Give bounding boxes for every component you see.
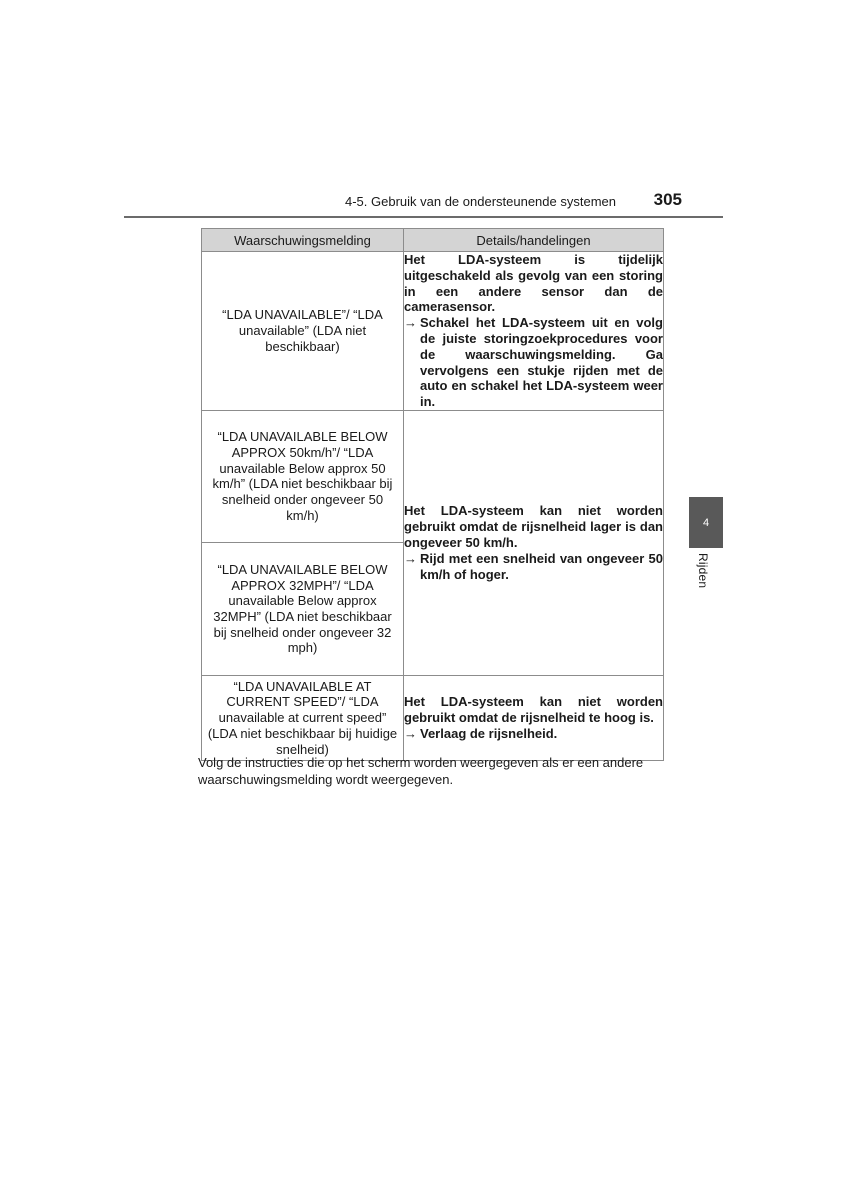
warning-details	[404, 410, 664, 675]
column-header-message: Waarschuwingsmelding	[202, 229, 404, 252]
details-text: Het LDA-systeem is tijdelijk uitgeschakeld als gevolg van een storing in een andere sensor dan de camerasensor.	[404, 252, 663, 315]
action-text: Rijd met een snelheid van ongeveer 50 km/h of hoger.	[420, 550, 663, 582]
column-header-details: Details/handelingen	[404, 229, 664, 252]
table-row	[202, 675, 664, 760]
warning-details	[404, 675, 664, 760]
header-divider	[124, 216, 723, 218]
section-title: 4-5. Gebruik van de ondersteunende systemen	[344, 194, 616, 209]
action-text: Verlaag de rijsnelheid.	[420, 725, 558, 741]
warning-message: “LDA UNAVAILABLE BELOW APPROX 50km/h”/ “LDA unavailable Below approx 50 km/h” (LDA niet beschikbaar bij snelheid onder ongeveer 50 km/h)	[202, 410, 404, 542]
chapter-tab	[689, 497, 723, 548]
chapter-label: Rijden	[696, 553, 710, 589]
warning-message: “LDA UNAVAILABLE AT CURRENT SPEED”/ “LDA unavailable at current speed” (LDA niet beschikbaar bij huidige snelheid)	[202, 675, 404, 760]
action-text: Schakel het LDA-systeem uit en volg de juiste storingzoekprocedures voor de waarschuwingsmelding. Ga vervolgens een stukje rijden met de auto en schakel het LDA-systeem weer in.	[420, 315, 663, 410]
table-row	[202, 410, 664, 542]
arrow-icon: →	[404, 725, 417, 741]
details-text: Het LDA-systeem kan niet worden gebruikt omdat de rijsnelheid lager is dan ongeveer 50 km/h.	[404, 503, 663, 551]
details-text: Het LDA-systeem kan niet worden gebruikt omdat de rijsnelheid te hoog is.	[404, 694, 663, 726]
action-step	[404, 551, 663, 583]
warning-message-table	[201, 228, 664, 761]
chapter-number: 4	[702, 516, 710, 529]
warning-details	[404, 252, 664, 411]
warning-message: “LDA UNAVAILABLE BELOW APPROX 32MPH”/ “LDA unavailable Below approx 32MPH” (LDA niet beschikbaar bij snelheid onder ongeveer 32 mph)	[202, 542, 404, 675]
footnote-text: Volg de instructies die op het scherm worden weergegeven als er een andere waarschuwingsmelding wordt weergegeven.	[198, 755, 644, 787]
arrow-icon: →	[404, 550, 417, 566]
warning-message: “LDA UNAVAILABLE”/ “LDA unavailable” (LDA niet beschikbaar)	[202, 252, 404, 411]
table-row	[202, 252, 664, 411]
table-header-row	[202, 229, 664, 252]
page-number: 305	[653, 190, 682, 209]
arrow-icon: →	[404, 315, 417, 331]
action-step	[404, 315, 663, 410]
action-step	[404, 726, 663, 742]
